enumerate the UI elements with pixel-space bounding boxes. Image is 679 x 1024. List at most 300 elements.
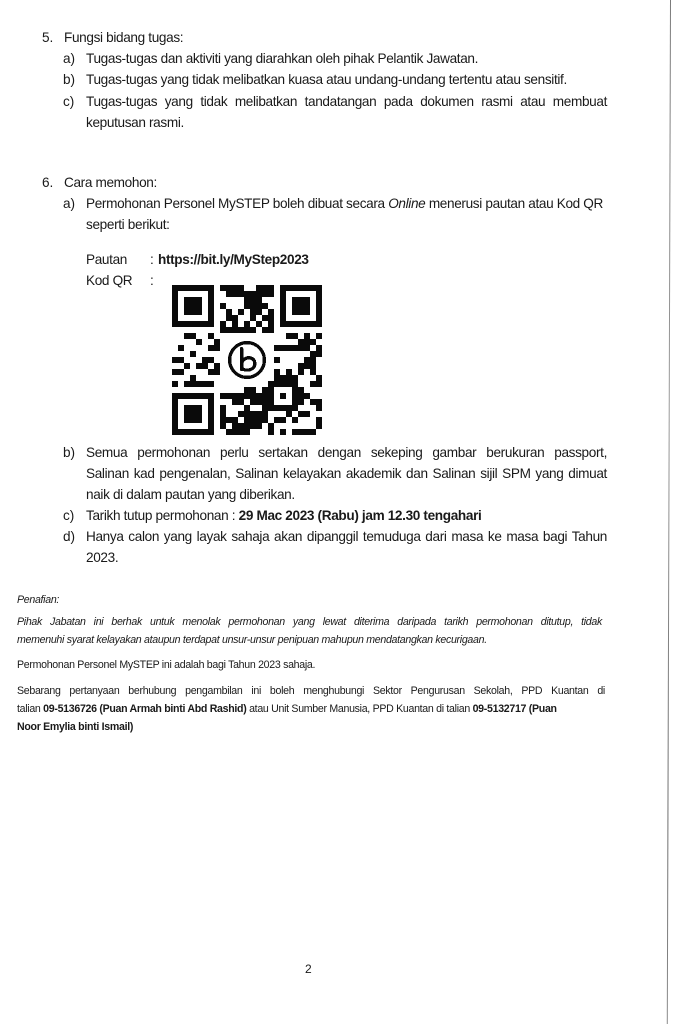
qr-module [184, 309, 190, 315]
qr-module [238, 423, 244, 429]
qr-module [310, 369, 316, 375]
qr-module [268, 423, 274, 429]
qr-module [208, 303, 214, 309]
item-label: d) [63, 529, 76, 544]
qr-module [310, 285, 316, 291]
text-segment: menerusi pautan atau Kod QR [425, 196, 603, 211]
qr-module [256, 417, 262, 423]
closing-date-value: 29 Mac 2023 (Rabu) jam 12.30 tengahari [238, 508, 482, 523]
qr-module [208, 417, 214, 423]
qr-module [244, 327, 250, 333]
qr-module [280, 285, 286, 291]
item-text: seperti berikut: [86, 217, 170, 232]
qr-module [196, 321, 202, 327]
qr-module [286, 381, 292, 387]
qr-module [256, 291, 262, 297]
qr-module [178, 357, 184, 363]
qr-module [310, 321, 316, 327]
qr-module [292, 303, 298, 309]
qr-module [286, 333, 292, 339]
qr-module [286, 405, 292, 411]
qr-module [250, 327, 256, 333]
contact-phone-1: 09-5136726 (Puan Armah binti Abd Rashid) [43, 703, 247, 715]
qr-module [232, 399, 238, 405]
qr-module [280, 291, 286, 297]
qr-module [244, 321, 250, 327]
qr-module [250, 315, 256, 321]
contact-text: Sebarang pertanyaan berhubung pengambilan ini boleh menghubungi Sektor Pengurusan Sekolah, PPD Kuantan di [17, 685, 605, 697]
qr-module [172, 369, 178, 375]
qr-module [280, 297, 286, 303]
item-text: keputusan rasmi. [86, 115, 184, 130]
qr-module [202, 285, 208, 291]
item-text: Salinan kad pengenalan, Salinan kelayakan akademik dan Salinan sijil SPM yang dimuat [86, 466, 607, 481]
qr-module [172, 321, 178, 327]
qr-module [304, 345, 310, 351]
qr-module [202, 381, 208, 387]
contact-name: Noor Emylia binti Ismail) [17, 721, 134, 733]
qr-module [304, 393, 310, 399]
qr-module [172, 417, 178, 423]
contact-text [17, 703, 557, 716]
qr-module [274, 357, 280, 363]
qr-label: Kod QR [86, 273, 133, 288]
qr-module [298, 339, 304, 345]
qr-module [310, 339, 316, 345]
qr-module [190, 297, 196, 303]
qr-module [304, 357, 310, 363]
disclaimer-text: memenuhi syarat kelayakan ataupun terdapat unsur-unsur penipuan mahupun mendatangkan kecurigaan. [17, 634, 487, 646]
item-text: Tugas-tugas yang tidak melibatkan tandatangan pada dokumen rasmi atau membuat [86, 94, 607, 109]
qr-module [280, 405, 286, 411]
qr-module [250, 291, 256, 297]
qr-module [172, 411, 178, 417]
qr-module [250, 309, 256, 315]
qr-module [304, 285, 310, 291]
qr-module [232, 291, 238, 297]
qr-module [232, 327, 238, 333]
qr-module [184, 393, 190, 399]
qr-module [292, 321, 298, 327]
qr-module [280, 309, 286, 315]
qr-module [298, 297, 304, 303]
qr-module [280, 315, 286, 321]
qr-module [220, 393, 226, 399]
qr-module [190, 309, 196, 315]
qr-module [172, 285, 178, 291]
qr-module [172, 315, 178, 321]
qr-module [292, 375, 298, 381]
qr-module [292, 393, 298, 399]
qr-module [244, 429, 250, 435]
qr-module [250, 417, 256, 423]
qr-module [202, 429, 208, 435]
qr-module [280, 393, 286, 399]
qr-module [172, 309, 178, 315]
qr-module [244, 291, 250, 297]
qr-module [220, 423, 226, 429]
qr-module [208, 297, 214, 303]
qr-module [178, 393, 184, 399]
item-label: a) [63, 196, 76, 211]
qr-module [292, 381, 298, 387]
qr-module [190, 411, 196, 417]
qr-module [250, 387, 256, 393]
qr-module [184, 297, 190, 303]
text-segment: talian [17, 703, 44, 715]
qr-module [238, 327, 244, 333]
qr-module [208, 291, 214, 297]
qr-module [214, 339, 220, 345]
qr-module [220, 303, 226, 309]
qr-module [232, 321, 238, 327]
qr-module [202, 357, 208, 363]
qr-module [316, 381, 322, 387]
qr-module [196, 393, 202, 399]
qr-module [208, 411, 214, 417]
qr-code[interactable] [172, 285, 322, 435]
qr-module [298, 429, 304, 435]
qr-module [220, 321, 226, 327]
qr-module [250, 423, 256, 429]
qr-module [256, 393, 262, 399]
qr-module [178, 429, 184, 435]
qr-module [190, 375, 196, 381]
disclaimer-title: Penafian: [17, 594, 60, 606]
qr-module [268, 285, 274, 291]
item-text: naik di dalam pautan yang diberikan. [86, 487, 295, 502]
qr-module [316, 285, 322, 291]
qr-module [250, 297, 256, 303]
qr-module [304, 297, 310, 303]
qr-module [184, 411, 190, 417]
qr-module [304, 309, 310, 315]
qr-module [214, 369, 220, 375]
qr-module [226, 327, 232, 333]
qr-module [196, 417, 202, 423]
qr-module [178, 369, 184, 375]
qr-module [196, 411, 202, 417]
qr-module [256, 309, 262, 315]
qr-module [316, 399, 322, 405]
section-number: 6. [42, 175, 54, 190]
qr-module [190, 381, 196, 387]
qr-module [280, 321, 286, 327]
qr-module [286, 345, 292, 351]
item-label: c) [63, 94, 75, 109]
qr-module [226, 417, 232, 423]
qr-module [226, 309, 232, 315]
qr-module [190, 429, 196, 435]
qr-module [280, 303, 286, 309]
qr-module [208, 345, 214, 351]
qr-module [196, 309, 202, 315]
qr-module [268, 405, 274, 411]
qr-module [268, 387, 274, 393]
qr-module [268, 399, 274, 405]
qr-module [292, 333, 298, 339]
item-text: 2023. [86, 550, 119, 565]
qr-module [208, 399, 214, 405]
qr-module [208, 429, 214, 435]
qr-module [268, 327, 274, 333]
qr-module [268, 429, 274, 435]
qr-module [226, 291, 232, 297]
qr-module [208, 285, 214, 291]
qr-module [208, 315, 214, 321]
qr-module [316, 309, 322, 315]
qr-module [178, 321, 184, 327]
qr-module [304, 429, 310, 435]
qr-module [280, 381, 286, 387]
qr-module [226, 429, 232, 435]
qr-module [316, 315, 322, 321]
qr-module [280, 375, 286, 381]
qr-module [220, 327, 226, 333]
qr-module [316, 333, 322, 339]
qr-module [208, 369, 214, 375]
qr-module [172, 405, 178, 411]
qr-module [304, 321, 310, 327]
qr-module [190, 321, 196, 327]
qr-module [268, 291, 274, 297]
qr-module [262, 411, 268, 417]
disclaimer-note: Permohonan Personel MySTEP ini adalah bagi Tahun 2023 sahaja. [17, 659, 316, 671]
qr-module [178, 345, 184, 351]
qr-module [190, 285, 196, 291]
qr-module [220, 411, 226, 417]
qr-module [226, 285, 232, 291]
bitly-logo-icon [225, 338, 268, 381]
qr-module [202, 321, 208, 327]
qr-module [298, 321, 304, 327]
qr-module [172, 393, 178, 399]
qr-module [196, 297, 202, 303]
qr-module [316, 291, 322, 297]
qr-module [292, 285, 298, 291]
qr-module [238, 291, 244, 297]
qr-module [256, 321, 262, 327]
qr-module [310, 399, 316, 405]
qr-module [220, 285, 226, 291]
qr-module [178, 285, 184, 291]
qr-module [208, 381, 214, 387]
qr-module [280, 417, 286, 423]
qr-module [292, 429, 298, 435]
qr-module [298, 399, 304, 405]
qr-module [232, 285, 238, 291]
qr-module [172, 297, 178, 303]
qr-module [214, 363, 220, 369]
qr-module [196, 303, 202, 309]
registration-link[interactable]: https://bit.ly/MyStep2023 [158, 252, 309, 267]
qr-module [316, 345, 322, 351]
qr-module [298, 369, 304, 375]
qr-module [316, 423, 322, 429]
qr-module [268, 309, 274, 315]
qr-module [190, 351, 196, 357]
qr-module [196, 339, 202, 345]
qr-module [280, 429, 286, 435]
item-label: b) [63, 445, 76, 460]
text-segment: atau Unit Sumber Manusia, PPD Kuantan di talian [246, 703, 473, 715]
qr-module [184, 381, 190, 387]
link-colon: : [150, 252, 154, 267]
online-emphasis: Online [388, 196, 426, 211]
qr-module [190, 333, 196, 339]
qr-module [304, 303, 310, 309]
qr-module [196, 285, 202, 291]
qr-module [292, 345, 298, 351]
qr-module [190, 417, 196, 423]
qr-module [262, 405, 268, 411]
qr-module [208, 405, 214, 411]
qr-module [220, 417, 226, 423]
qr-module [184, 333, 190, 339]
link-label: Pautan [86, 252, 127, 267]
qr-module [232, 315, 238, 321]
qr-module [226, 393, 232, 399]
qr-module [298, 345, 304, 351]
qr-module [316, 303, 322, 309]
qr-module [244, 417, 250, 423]
qr-module [274, 375, 280, 381]
qr-module [244, 387, 250, 393]
qr-module [316, 417, 322, 423]
qr-module [256, 285, 262, 291]
qr-module [298, 393, 304, 399]
page-number: 2 [305, 962, 312, 976]
qr-module [310, 363, 316, 369]
qr-module [220, 405, 226, 411]
qr-module [190, 393, 196, 399]
page-edge-line [667, 0, 671, 1024]
item-label: c) [63, 508, 75, 523]
qr-module [256, 423, 262, 429]
item-text [86, 196, 603, 212]
qr-module [208, 393, 214, 399]
qr-module [286, 285, 292, 291]
qr-module [286, 411, 292, 417]
qr-module [226, 315, 232, 321]
qr-module [316, 375, 322, 381]
qr-module [184, 405, 190, 411]
qr-module [208, 423, 214, 429]
text-segment: Tarikh tutup permohonan : [86, 508, 239, 523]
qr-module [268, 315, 274, 321]
qr-module [172, 429, 178, 435]
qr-module [280, 345, 286, 351]
qr-module [274, 381, 280, 387]
qr-module [262, 315, 268, 321]
qr-module [292, 405, 298, 411]
qr-module [304, 333, 310, 339]
qr-module [196, 429, 202, 435]
qr-module [202, 393, 208, 399]
qr-module [238, 399, 244, 405]
qr-module [298, 309, 304, 315]
qr-module [238, 309, 244, 315]
qr-module [316, 297, 322, 303]
qr-module [298, 387, 304, 393]
item-text: Semua permohonan perlu sertakan dengan sekeping gambar berukuran passport, [86, 445, 607, 460]
qr-module [172, 303, 178, 309]
qr-module [172, 291, 178, 297]
qr-module [292, 417, 298, 423]
qr-module [262, 291, 268, 297]
qr-module [298, 285, 304, 291]
qr-module [268, 381, 274, 387]
qr-module [202, 363, 208, 369]
qr-module [298, 363, 304, 369]
qr-module [304, 363, 310, 369]
qr-module [190, 303, 196, 309]
qr-module [172, 399, 178, 405]
item-text: Tugas-tugas yang tidak melibatkan kuasa atau undang-undang tertentu atau sensitif. [86, 72, 567, 87]
qr-module [298, 411, 304, 417]
qr-module [196, 381, 202, 387]
qr-module [310, 381, 316, 387]
qr-module [310, 351, 316, 357]
qr-module [262, 399, 268, 405]
qr-module [184, 321, 190, 327]
qr-module [196, 405, 202, 411]
qr-module [250, 411, 256, 417]
qr-module [184, 285, 190, 291]
qr-module [310, 357, 316, 363]
qr-module [310, 429, 316, 435]
item-text: Tugas-tugas dan aktiviti yang diarahkan oleh pihak Pelantik Jawatan. [86, 51, 479, 66]
qr-module [292, 387, 298, 393]
qr-module [232, 417, 238, 423]
qr-module [304, 339, 310, 345]
qr-module [274, 369, 280, 375]
qr-module [172, 357, 178, 363]
qr-module [196, 363, 202, 369]
qr-module [256, 399, 262, 405]
qr-module [262, 327, 268, 333]
qr-module [184, 429, 190, 435]
qr-module [184, 303, 190, 309]
qr-module [244, 423, 250, 429]
qr-module [292, 309, 298, 315]
qr-module [172, 381, 178, 387]
qr-module [232, 393, 238, 399]
qr-module [256, 411, 262, 417]
qr-module [274, 345, 280, 351]
qr-module [286, 321, 292, 327]
qr-module [184, 363, 190, 369]
contact-phone-2: 09-5132717 (Puan [472, 703, 557, 715]
qr-module [298, 303, 304, 309]
qr-module [292, 297, 298, 303]
qr-module [238, 411, 244, 417]
qr-module [292, 399, 298, 405]
qr-module [190, 405, 196, 411]
qr-module [286, 375, 292, 381]
qr-module [208, 309, 214, 315]
section-number: 5. [42, 30, 54, 45]
section-title: Cara memohon: [64, 175, 157, 190]
qr-module [316, 321, 322, 327]
qr-module [304, 411, 310, 417]
qr-module [286, 369, 292, 375]
qr-module [244, 411, 250, 417]
qr-module [244, 393, 250, 399]
qr-module [238, 393, 244, 399]
qr-module [214, 345, 220, 351]
qr-module [316, 405, 322, 411]
